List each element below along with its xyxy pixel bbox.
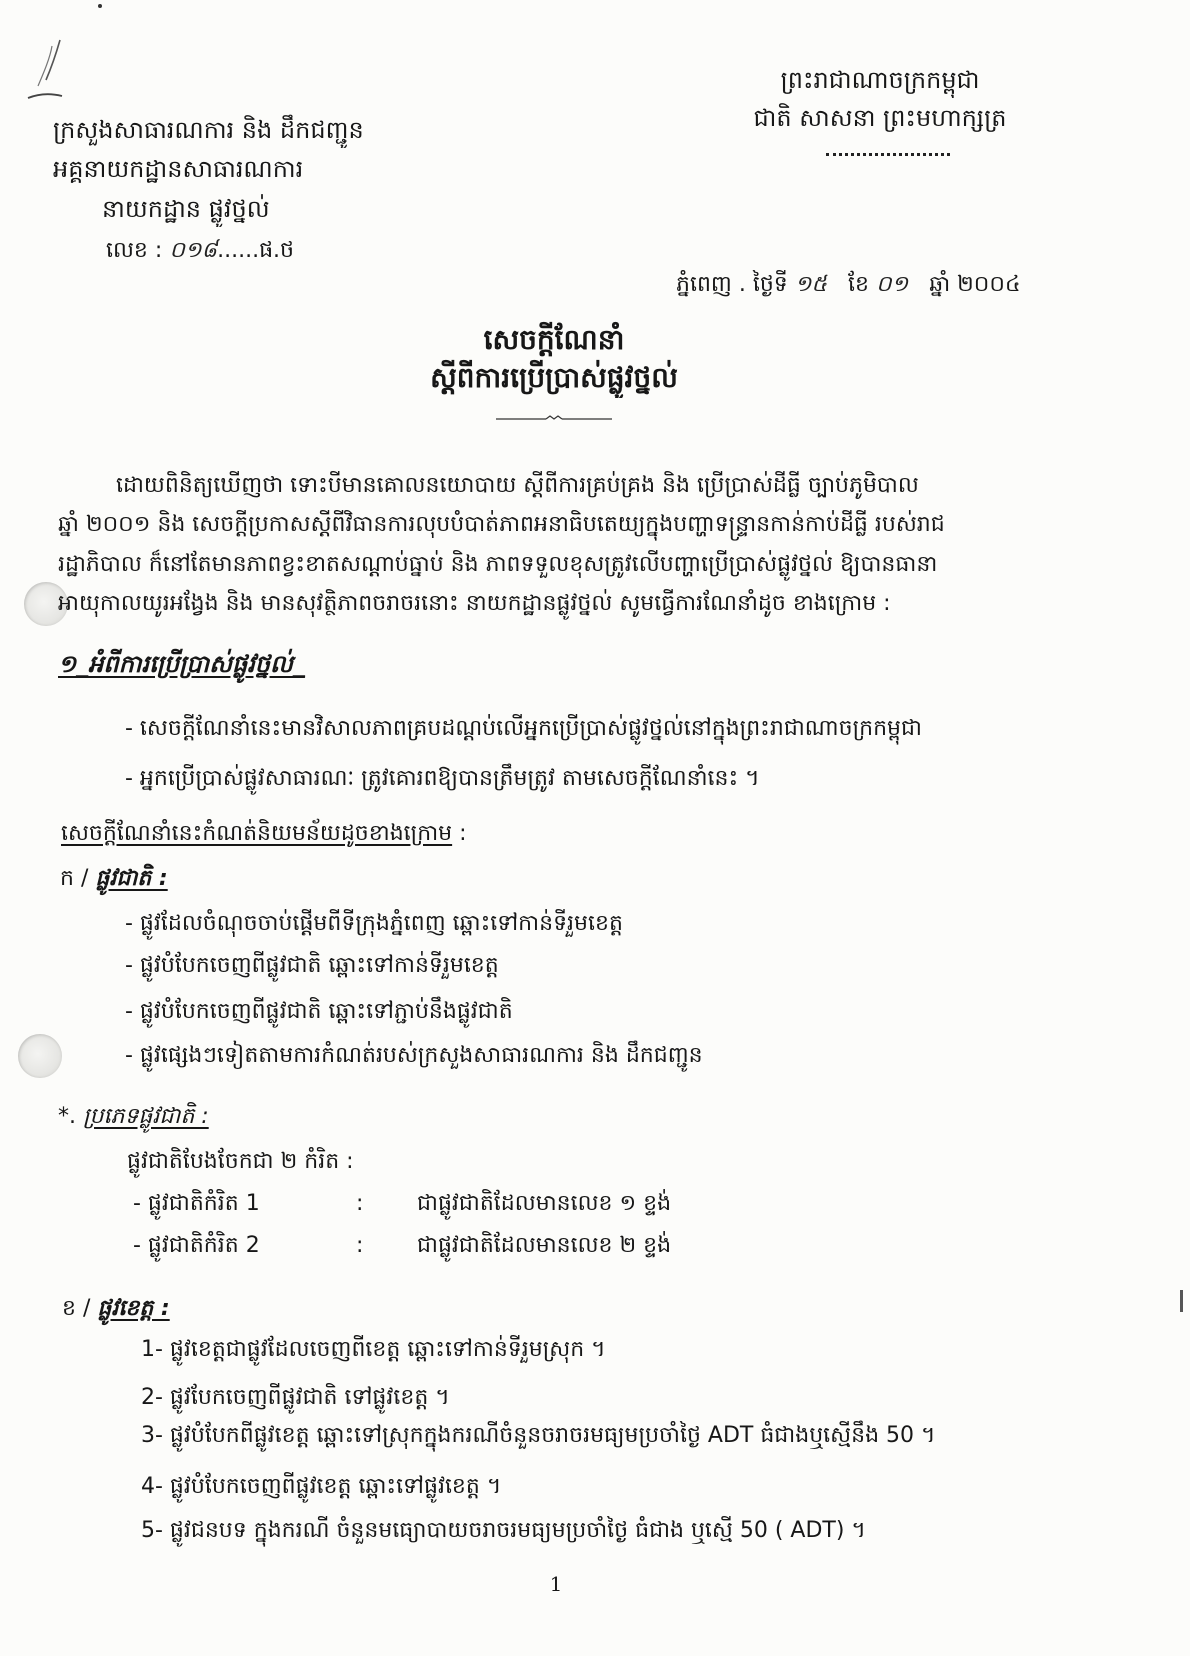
reference-number: ០១៨ <box>169 238 218 263</box>
section-1-heading: ១_អំពីការប្រើប្រាស់ផ្លូវថ្នល់_ <box>58 650 305 678</box>
date-month-label: ខែ <box>848 272 869 297</box>
national-motto: ជាតិ សាសនា ព្រះមហាក្សត្រ <box>753 104 1007 132</box>
national-road-item: - ផ្លូវផ្សេងៗទៀតតាមការកំណត់របស់ក្រសួងសាធារណការ និង ដឹកជញ្ជូន <box>125 1043 703 1068</box>
punch-hole-bottom <box>18 1034 62 1078</box>
definitions-heading-text: សេចក្ដីណែនាំនេះកំណត់និយមន័យដូចខាងក្រោម <box>61 821 453 846</box>
provincial-road-item: 2- ផ្លូវបែកចេញពីផ្លូវជាតិ ទៅផ្លូវខេត្ត ។ <box>141 1385 450 1410</box>
document-subtitle: ស្ដីពីការប្រើប្រាស់ផ្លូវថ្នល់ <box>430 361 678 394</box>
department-name: នាយកដ្ឋាន ផ្លូវថ្នល់ <box>102 195 270 223</box>
types-intro: ផ្លូវជាតិបែងចែកជា ២ កំរិត : <box>127 1149 354 1174</box>
type-row-name: - ផ្លូវជាតិកំរិត 2 <box>133 1233 260 1258</box>
motto-divider <box>826 153 950 156</box>
document-title: សេចក្ដីណែនាំ <box>483 323 625 356</box>
national-roads-title: ផ្លូវជាតិ : <box>95 866 168 891</box>
date-year-label: ឆ្នាំ <box>929 272 951 297</box>
date-line <box>676 267 1056 303</box>
type-row-description: ជាផ្លូវជាតិដែលមានលេខ ១ ខ្ទង់ <box>417 1191 672 1216</box>
national-road-item: - ផ្លូវដែលចំណុចចាប់ផ្ដើមពីទីក្រុងភ្នំពេញ ឆ្ពោះទៅកាន់ទីរួមខេត្ត <box>125 911 623 936</box>
reference-line <box>106 233 386 269</box>
provincial-roads-title: ផ្លូវខេត្ត : <box>97 1296 170 1321</box>
date-day: ១៥ <box>794 272 828 297</box>
provincial-roads-label: ខ / <box>62 1296 91 1321</box>
title-divider <box>494 412 614 426</box>
date-day-label: ថ្ងៃទី <box>752 272 788 297</box>
provincial-road-item: 5- ផ្លូវជនបទ ក្នុងករណី ចំនួនមធ្យោបាយចរាចរមធ្យមប្រចាំថ្ងៃ ធំជាង ឬស្មើ 50 ( ADT) ។ <box>141 1518 866 1543</box>
page-number: 1 <box>549 1572 563 1596</box>
definitions-heading-colon: : <box>459 821 467 846</box>
provincial-road-item: 3- ផ្លូវបំបែកពីផ្លូវខេត្ត ឆ្ពោះទៅស្រុកក្នុងករណីចំនួនចរាចរមធ្យមប្រចាំថ្ងៃ ADT ធំជាងឬស្មើនឹង 50 ។ <box>141 1423 936 1448</box>
type-row-description: ជាផ្លូវជាតិដែលមានលេខ ២ ខ្ទង់ <box>417 1233 672 1258</box>
national-road-types-heading <box>58 1099 358 1135</box>
handwritten-mark <box>22 36 72 106</box>
type-row-name: - ផ្លូវជាតិកំរិត 1 <box>133 1191 260 1216</box>
type-row-colon: : <box>356 1191 364 1216</box>
national-road-item: - ផ្លូវបំបែកចេញពីផ្លូវជាតិ ឆ្ពោះទៅកាន់ទីរួមខេត្ត <box>125 953 499 978</box>
ministry-name: ក្រសួងសាធារណការ និង ដឹកជញ្ជូន <box>53 116 364 144</box>
kingdom-name: ព្រះរាជាណាចក្រកម្ពុជា <box>780 66 980 94</box>
types-marker: *. <box>58 1104 76 1129</box>
national-roads-label: ក / <box>60 866 89 891</box>
types-title: ប្រភេទផ្លូវជាតិ : <box>83 1104 209 1129</box>
reference-label: លេខ : <box>106 238 163 263</box>
intro-line: ឆ្នាំ ២០០១ និង សេចក្ដីប្រកាសស្ដីពីវិធានការលុបបំបាត់ភាពអនាធិបតេយ្យក្នុងបញ្ហាទន្ទ្រានកាន់កាប់ដីធ្លី របស់រាជ <box>58 512 945 537</box>
national-road-item: - ផ្លូវបំបែកចេញពីផ្លូវជាតិ ឆ្ពោះទៅភ្ជាប់នឹងផ្លូវជាតិ <box>125 999 513 1024</box>
definitions-heading <box>61 816 561 852</box>
date-year: ២០០៤ <box>957 272 1021 297</box>
provincial-road-item: 1- ផ្លូវខេត្តជាផ្លូវដែលចេញពីខេត្ត ឆ្ពោះទៅកាន់ទីរួមស្រុក ។ <box>141 1337 606 1362</box>
date-place: ភ្នំពេញ . <box>676 272 746 297</box>
section-1-bullet: - សេចក្ដីណែនាំនេះមានវិសាលភាពគ្របដណ្ដប់លើអ្នកប្រើប្រាស់ផ្លូវថ្នល់នៅក្នុងព្រះរាជាណាចក្រកម្ពុជា <box>125 716 922 741</box>
scan-speck <box>98 4 102 8</box>
intro-line: ដោយពិនិត្យឃើញថា ទោះបីមានគោលនយោបាយ ស្ដីពីការគ្រប់គ្រង និង ប្រើប្រាស់ដីធ្លី ច្បាប់ភូមិបាល <box>116 473 919 498</box>
section-1-bullet: - អ្នកប្រើប្រាស់ផ្លូវសាធារណៈ ត្រូវគោរពឱ្យបានត្រឹមត្រូវ តាមសេចក្ដីណែនាំនេះ ។ <box>125 766 760 791</box>
scan-edge-mark <box>1180 1290 1183 1312</box>
provincial-road-item: 4- ផ្លូវបំបែកចេញពីផ្លូវខេត្ត ឆ្ពោះទៅផ្លូវខេត្ត ។ <box>141 1474 502 1499</box>
reference-suffix: ......ផ.ថ <box>217 238 295 263</box>
date-month: ០១ <box>875 272 909 297</box>
general-department-name: អគ្គនាយកដ្ឋានសាធារណការ <box>53 155 304 183</box>
type-row-colon: : <box>356 1233 364 1258</box>
provincial-roads-heading <box>62 1291 322 1327</box>
intro-line: រដ្ឋាភិបាល ក៏នៅតែមានភាពខ្វះខាតសណ្ដាប់ធ្នាប់ និង ភាពទទួលខុសត្រូវលើបញ្ហាប្រើប្រាស់ផ្លូវថ្នល់ ឱ្យបានធានា <box>58 552 938 577</box>
national-roads-heading <box>60 861 320 897</box>
intro-line: អាយុកាលយូរអង្វែង និង មានសុវត្ថិភាពចរាចរនោះ នាយកដ្ឋានផ្លូវថ្នល់ សូមធ្វើការណែនាំដូច ខាងក្រោម : <box>58 591 891 616</box>
